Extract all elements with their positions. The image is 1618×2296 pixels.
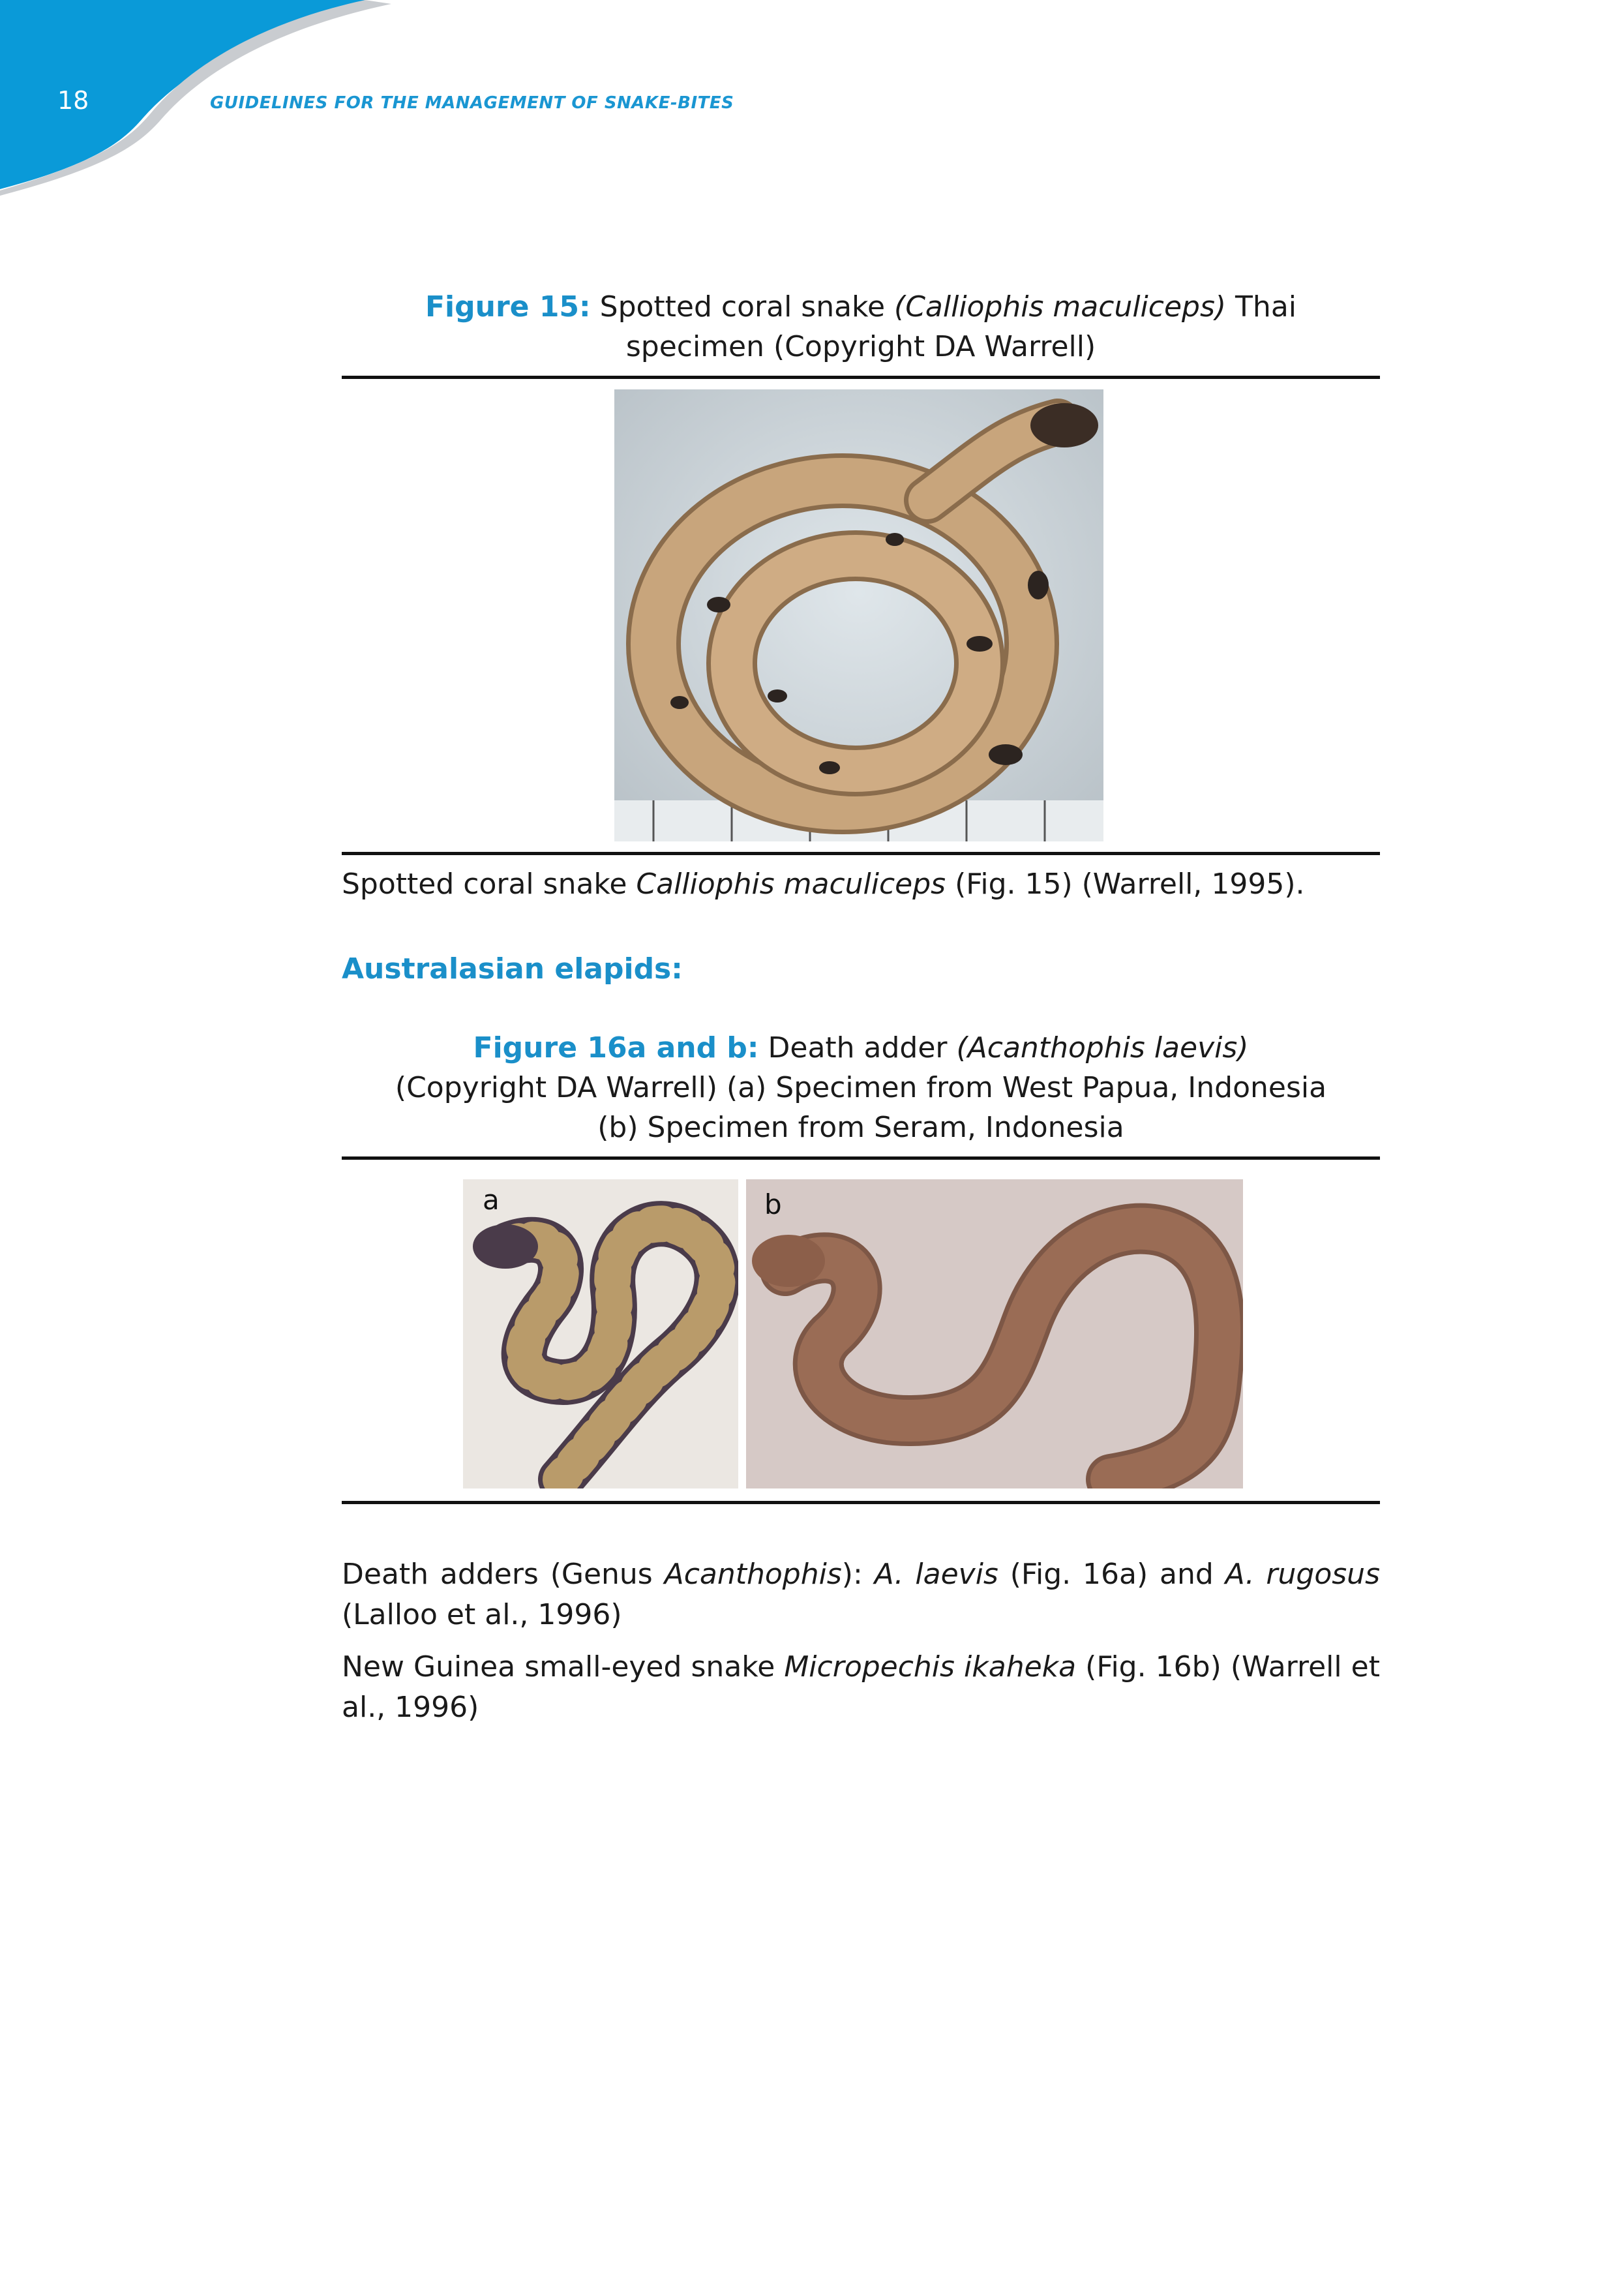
small-eyed-snake-text: New Guinea small-eyed snake Micropechis ikaheka (Fig. 16b) (Warrell et al., 1996) [342, 1650, 1381, 1724]
figure16a-label: a [483, 1184, 500, 1216]
figure16a-photo [463, 1179, 738, 1488]
page-number: 18 [57, 86, 89, 115]
figure15-label: Figure 15: [425, 290, 591, 324]
figure15-photo [614, 389, 1103, 841]
figure15-bottom-rule [342, 852, 1380, 855]
death-adders-text: Death adders (Genus Acanthophis): A. laevis (Fig. 16a) and A. rugosus (Lalloo et al., 1996) [342, 1558, 1380, 1631]
figure15-species: (Calliophis maculiceps) [894, 290, 1227, 324]
figure16-species: (Acanthophis laevis) [956, 1031, 1249, 1065]
figure16-top-rule [342, 1156, 1380, 1160]
figure16-caption: Figure 16a and b: Death adder (Acanthophis laevis) (Copyright DA Warrell) (a) Specimen from West Papua, Indonesia (b) Specimen from Seram, Indonesia [395, 1031, 1327, 1144]
figure16-label: Figure 16a and b: [473, 1031, 759, 1065]
running-title: GUIDELINES FOR THE MANAGEMENT OF SNAKE-BITES [210, 93, 734, 113]
figure15-top-rule [342, 376, 1380, 379]
figure15-caption: Figure 15: Spotted coral snake (Calliophis maculiceps) Thai specimen (Copyright DA Warrell) [425, 290, 1296, 363]
section-heading: Australasian elapids: [342, 952, 683, 986]
figure16b-photo [746, 1179, 1243, 1488]
figure16-bottom-rule [342, 1501, 1380, 1504]
coral-snake-text: Spotted coral snake Calliophis maculiceps (Fig. 15) (Warrell, 1995). [342, 868, 1305, 901]
figure16b-label: b [764, 1188, 782, 1220]
